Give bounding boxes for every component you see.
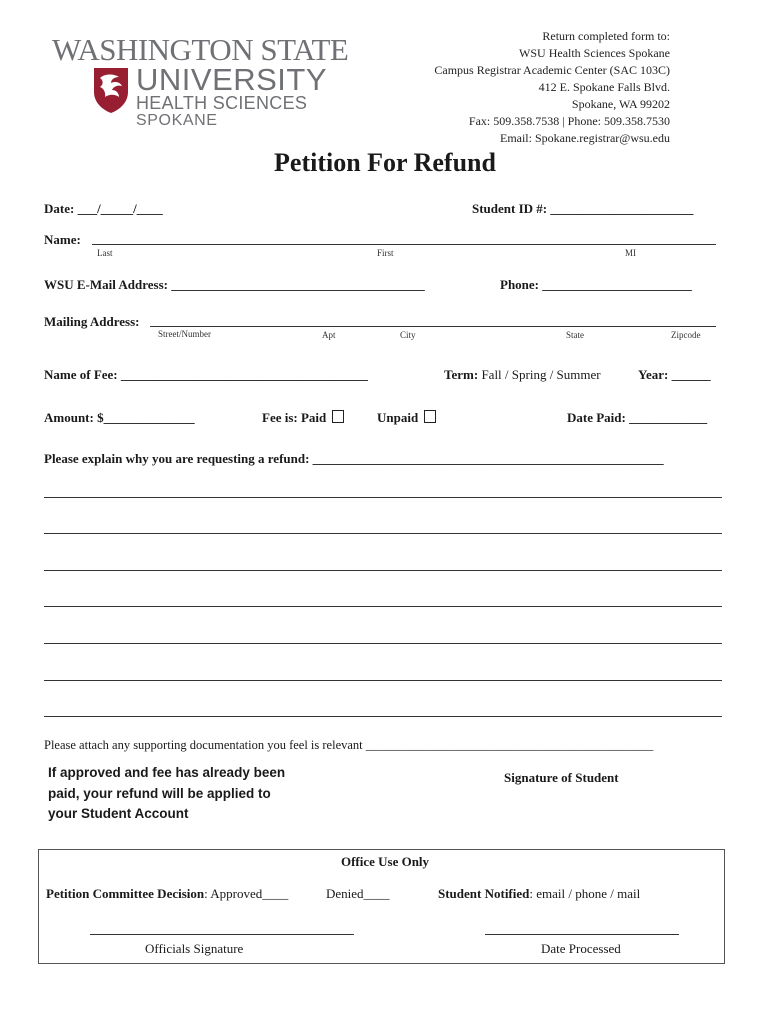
name-mi-caption: MI (625, 248, 636, 258)
name-field[interactable] (92, 244, 716, 245)
committee-decision-label: Petition Committee Decision (46, 886, 205, 901)
mailing-zip-caption: Zipcode (671, 330, 701, 340)
logo-university: UNIVERSITY (136, 62, 328, 97)
return-address-line: Return completed form to: (542, 29, 670, 43)
term-field[interactable] (444, 367, 601, 383)
logo-washington-state: WASHINGTON STATE (52, 32, 349, 67)
unpaid-checkbox[interactable] (424, 410, 436, 423)
name-first-caption: First (377, 248, 394, 258)
refund-reason-line[interactable] (44, 570, 722, 571)
officials-signature-caption: Officials Signature (145, 941, 244, 956)
return-address-line: Campus Registrar Academic Center (SAC 103C) (434, 63, 670, 77)
cougar-shield-icon (91, 66, 131, 114)
student-notified-options: : email / phone / mail (529, 886, 641, 901)
logo-spokane: SPOKANE (136, 112, 218, 129)
term-options: Fall / Spring / Summer (478, 367, 601, 382)
mailing-address-label: Mailing Address: (44, 314, 140, 329)
return-address-line: 412 E. Spokane Falls Blvd. (538, 80, 670, 94)
page-title: Petition For Refund (274, 148, 496, 177)
refund-reason-line[interactable] (44, 680, 722, 681)
fee-name-field[interactable]: Name of Fee: ______________________________________ (44, 367, 368, 382)
term-label: Term: (444, 367, 479, 382)
refund-reason-label[interactable]: Please explain why you are requesting a refund: ______________________________________________________ (44, 451, 664, 466)
refund-reason-line[interactable] (44, 606, 722, 607)
refund-reason-line[interactable] (44, 716, 722, 717)
refund-notice-line: If approved and fee has already been (48, 765, 286, 780)
mailing-city-caption: City (400, 330, 416, 340)
student-notified-field[interactable] (438, 886, 640, 902)
logo-health-sciences: HEALTH SCIENCES (136, 93, 308, 113)
student-notified-label: Student Notified (438, 886, 530, 901)
return-address-line: WSU Health Sciences Spokane (519, 46, 670, 60)
office-use-heading: Office Use Only (340, 854, 430, 869)
unpaid-label: Unpaid (377, 410, 419, 425)
mailing-street-caption: Street/Number (158, 329, 211, 339)
refund-reason-line[interactable] (44, 497, 722, 498)
date-paid-field[interactable]: Date Paid: ____________ (567, 410, 708, 425)
refund-reason-line[interactable] (44, 643, 722, 644)
return-address-email[interactable]: Email: Spokane.registrar@wsu.edu (499, 131, 670, 145)
student-signature-label[interactable]: Signature of Student (504, 770, 619, 785)
phone-field[interactable]: Phone: _______________________ (500, 277, 692, 292)
paid-checkbox[interactable] (332, 410, 344, 423)
fee-is-paid-label: Fee is: Paid (262, 410, 327, 425)
date-field[interactable]: Date: ___/_____/____ (44, 201, 163, 216)
decision-denied[interactable]: Denied____ (326, 886, 390, 901)
refund-notice-line: your Student Account (48, 806, 189, 821)
name-label: Name: (44, 232, 81, 247)
mailing-address-field[interactable] (150, 326, 716, 327)
email-field[interactable]: WSU E-Mail Address: _______________________________________ (44, 277, 425, 292)
date-processed-caption: Date Processed (541, 941, 621, 956)
attach-documentation-field[interactable]: Please attach any supporting documentation you feel is relevant ______________________________________________ (44, 738, 654, 752)
officials-signature-line[interactable] (90, 934, 354, 935)
date-processed-line[interactable] (485, 934, 679, 935)
mailing-apt-caption: Apt (322, 330, 336, 340)
year-field[interactable]: Year: ______ (638, 367, 711, 382)
mailing-state-caption: State (566, 330, 584, 340)
name-last-caption: Last (97, 248, 113, 258)
decision-approved: : Approved____ (204, 886, 289, 901)
committee-decision-field[interactable] (46, 886, 288, 902)
refund-reason-line[interactable] (44, 533, 722, 534)
refund-notice-line: paid, your refund will be applied to (48, 786, 271, 801)
return-address-line: Spokane, WA 99202 (571, 97, 670, 111)
amount-field[interactable]: Amount: $______________ (44, 410, 195, 425)
student-id-field[interactable]: Student ID #: ______________________ (472, 201, 694, 216)
return-address-line: Fax: 509.358.7538 | Phone: 509.358.7530 (468, 114, 670, 128)
